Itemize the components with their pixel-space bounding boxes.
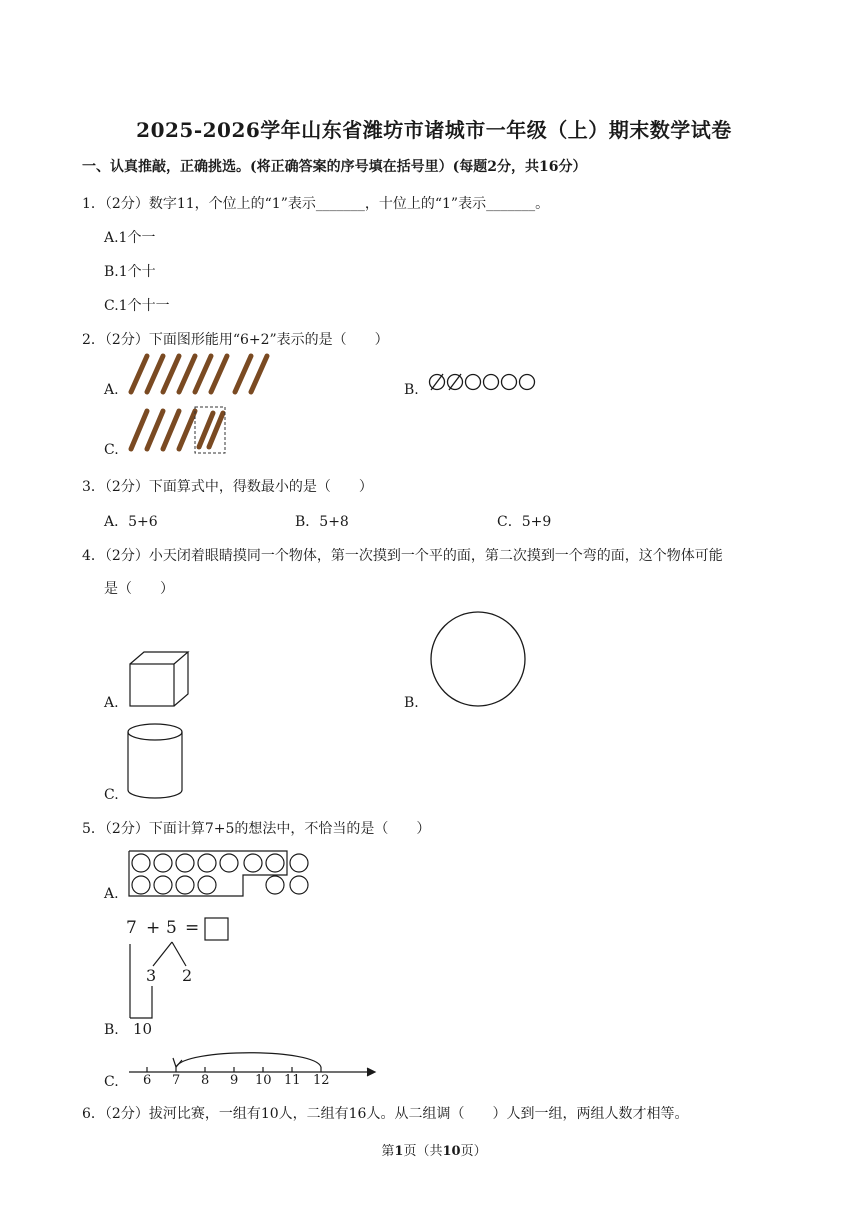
q3-option-b: B．5+8: [295, 514, 349, 530]
question-4-line-1: 4．（2分）小天闭着眼睛摸同一个物体，第一次摸到一个平的面，第二次摸到一个弯的面，这个物体可能: [82, 548, 723, 564]
eq-seven: 7: [126, 918, 137, 938]
footer-total-pages: 10: [442, 1144, 461, 1159]
ten-label: 10: [133, 1020, 153, 1038]
q4-option-c-label: C.: [104, 787, 119, 803]
q1-option-c: C.1个十一: [104, 298, 170, 314]
page-footer: [0, 1140, 868, 1159]
split-two: 2: [182, 966, 193, 985]
q4-option-b-label: B.: [404, 695, 419, 711]
tick-label-12: 12: [313, 1073, 330, 1088]
question-1: 1．（2分）数字11，个位上的“1”表示_______，十位上的“1”表示_______。: [82, 196, 550, 212]
eq-five: 5: [166, 918, 177, 938]
q5-option-b-label: B.: [104, 1022, 119, 1038]
question-4-line-2: 是（ ）: [104, 581, 174, 597]
question-3: 3．（2分）下面算式中，得数最小的是（ ）: [82, 479, 373, 495]
q1-option-b: B.1个十: [104, 264, 156, 280]
cube-shape: [128, 650, 192, 708]
page-title: 2025-2026学年山东省潍坊市诸城市一年级（上）期末数学试卷: [136, 118, 732, 142]
q5-option-c-label: C.: [104, 1074, 119, 1090]
q2-option-a-label: A.: [104, 382, 119, 398]
tick-label-6: 6: [143, 1073, 152, 1088]
q3-option-a: A．5+6: [104, 514, 158, 530]
eq-equals: =: [185, 918, 200, 938]
tick-label-11: 11: [284, 1073, 301, 1088]
question-2: 2．（2分）下面图形能用“6+2”表示的是（ ）: [82, 332, 389, 348]
footer-prefix: 第: [381, 1144, 395, 1159]
cylinder-shape: [126, 722, 186, 802]
q2-circles: [428, 373, 540, 393]
eq-plus: +: [146, 918, 161, 938]
tick-label-10: 10: [255, 1073, 272, 1088]
sphere-shape: [428, 609, 528, 709]
section-heading: 一、认真推敲，正确挑选。(将正确答案的序号填在括号里）(每题2分，共16分）: [82, 159, 587, 175]
q2-option-b-label: B.: [404, 382, 419, 398]
footer-suffix: 页）: [460, 1144, 487, 1159]
footer-mid: 页（共: [403, 1144, 443, 1159]
split-three: 3: [146, 966, 157, 985]
tick-label-7: 7: [172, 1073, 181, 1088]
tick-label-9: 9: [230, 1073, 239, 1088]
q5-decompose-diagram: [124, 916, 234, 1020]
tick-label-8: 8: [201, 1073, 210, 1088]
q2-sticks-6-plus-2: [125, 352, 270, 397]
q5-circle-frame: [127, 849, 313, 899]
q3-option-c: C．5+9: [497, 514, 552, 530]
q4-option-a-label: A.: [104, 695, 119, 711]
question-6: 6．（2分）拔河比赛，一组有10人，二组有16人。从二组调（ ）人到一组，两组人数才相等。: [82, 1106, 689, 1122]
q1-option-a: A.1个一: [104, 230, 156, 246]
q2-option-c-label: C.: [104, 442, 119, 458]
q2-sticks-grouped: [125, 405, 235, 455]
footer-page-number: 1: [394, 1144, 404, 1159]
question-5: 5．（2分）下面计算7+5的想法中，不恰当的是（ ）: [82, 821, 431, 837]
q5-option-a-label: A.: [104, 886, 119, 902]
